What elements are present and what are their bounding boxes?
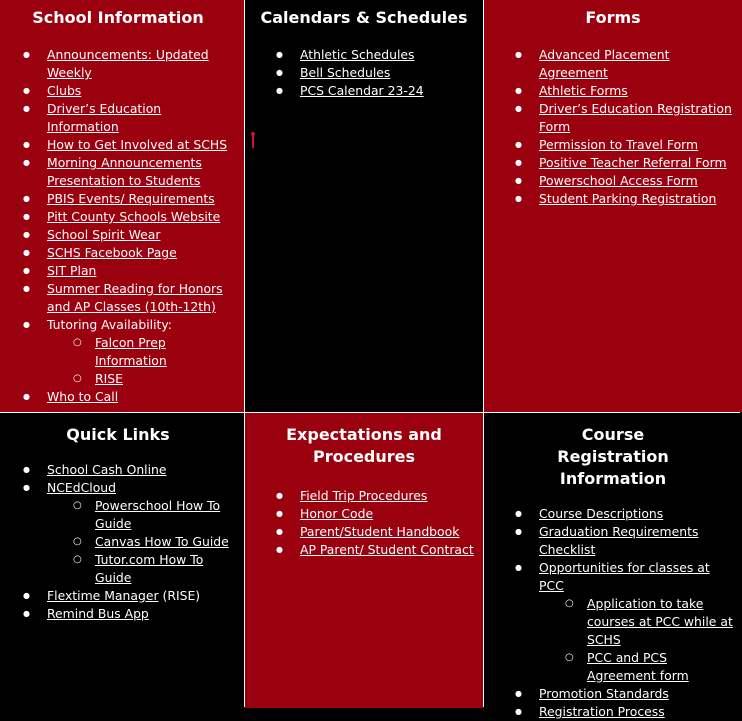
list-item[interactable] [539, 172, 734, 190]
course-registration-title: Course Registration Information [557, 425, 669, 488]
list-item[interactable] [300, 46, 475, 64]
list-item[interactable] [539, 505, 734, 523]
list-item[interactable] [47, 244, 236, 262]
list-item[interactable] [47, 82, 236, 100]
list-item[interactable] [300, 541, 475, 559]
pcc-pcs-agreement-link[interactable]: PCC and PCS Agreement form [587, 650, 689, 683]
list-item [47, 316, 236, 388]
canvas-guide-link[interactable]: Canvas How To Guide [95, 534, 229, 549]
parent-student-handbook-link[interactable]: Parent/Student Handbook [300, 524, 460, 539]
pcs-calendar-link[interactable]: PCS Calendar 23-24 [300, 83, 424, 98]
drivers-ed-info-link[interactable]: Driver’s Education Information [47, 101, 162, 134]
falcon-prep-link[interactable]: Falcon Prep Information [95, 335, 167, 368]
list-item[interactable] [539, 46, 734, 82]
school-spirit-wear-link[interactable]: School Spirit Wear [47, 227, 161, 242]
list-item[interactable] [300, 487, 475, 505]
text-cursor-marker [252, 132, 254, 148]
list-item[interactable] [539, 685, 734, 703]
list-item[interactable] [539, 559, 734, 685]
announcements-link[interactable]: Announcements: Updated Weekly [47, 47, 209, 80]
list-item[interactable] [47, 388, 236, 406]
forms-title: Forms [585, 8, 641, 27]
tutoring-sublist [47, 334, 236, 388]
list-item[interactable] [47, 262, 236, 280]
course-descriptions-link[interactable]: Course Descriptions [539, 506, 664, 521]
list-item[interactable] [539, 190, 734, 208]
quick-links-title: Quick Links [66, 425, 170, 444]
clubs-link[interactable]: Clubs [47, 83, 82, 98]
remind-bus-app-link[interactable]: Remind Bus App [47, 606, 149, 621]
school-cash-online-link[interactable]: School Cash Online [47, 462, 167, 477]
expectations-title: Expectations and Procedures [286, 425, 442, 466]
calendars-schedules-title: Calendars & Schedules [260, 8, 468, 27]
sit-plan-link[interactable]: SIT Plan [47, 263, 97, 278]
list-item[interactable] [95, 551, 236, 587]
ncedcloud-link[interactable]: NCEdCloud [47, 480, 117, 495]
flextime-manager-link[interactable]: Flextime Manager [47, 588, 159, 603]
list-item[interactable] [95, 533, 236, 551]
list-item[interactable] [47, 461, 236, 479]
list-item[interactable] [47, 154, 236, 190]
list-item[interactable] [539, 523, 734, 559]
summer-reading-link[interactable]: Summer Reading for Honors and AP Classes (10th-12th) [47, 281, 223, 314]
list-item[interactable] [300, 505, 475, 523]
athletic-schedules-link[interactable]: Athletic Schedules [300, 47, 415, 62]
list-item[interactable] [539, 703, 734, 721]
powerschool-access-link[interactable]: Powerschool Access Form [539, 173, 698, 188]
list-item[interactable] [47, 46, 236, 82]
list-item[interactable] [300, 523, 475, 541]
athletic-forms-link[interactable]: Athletic Forms [539, 83, 628, 98]
list-item[interactable] [539, 154, 734, 172]
list-item[interactable] [95, 497, 236, 533]
powerschool-guide-link[interactable]: Powerschool How To Guide [95, 498, 221, 531]
permission-to-travel-link[interactable]: Permission to Travel Form [539, 137, 699, 152]
tutoring-availability-label: Tutoring Availability: [47, 317, 172, 332]
honor-code-link[interactable]: Honor Code [300, 506, 374, 521]
list-item[interactable] [47, 208, 236, 226]
list-item[interactable] [47, 479, 236, 587]
list-item[interactable] [300, 82, 475, 100]
ap-parent-contract-link[interactable]: AP Parent/ Student Contract [300, 542, 474, 557]
list-item[interactable] [95, 370, 236, 388]
list-item[interactable] [47, 280, 236, 316]
ncedcloud-sublist [47, 497, 236, 587]
course-registration-list [484, 505, 742, 721]
list-item[interactable] [47, 605, 236, 623]
pcc-opportunities-link[interactable]: Opportunities for classes at PCC [539, 560, 710, 593]
list-item[interactable] [539, 82, 734, 100]
course-registration-panel [484, 413, 742, 719]
list-item[interactable] [47, 226, 236, 244]
registration-process-link[interactable]: Registration Process [539, 704, 665, 719]
tutor-com-guide-link[interactable]: Tutor.com How To Guide [95, 552, 204, 585]
list-item[interactable] [539, 100, 734, 136]
list-item[interactable] [47, 190, 236, 208]
morning-announcements-link[interactable]: Morning Announcements Presentation to Students [47, 155, 202, 188]
school-information-list [0, 46, 244, 406]
list-item[interactable] [47, 100, 236, 136]
school-information-panel [0, 0, 244, 412]
student-parking-link[interactable]: Student Parking Registration [539, 191, 717, 206]
bell-schedules-link[interactable]: Bell Schedules [300, 65, 391, 80]
positive-teacher-referral-link[interactable]: Positive Teacher Referral Form [539, 155, 727, 170]
list-item[interactable] [95, 334, 236, 370]
pbis-events-link[interactable]: PBIS Events/ Requirements [47, 191, 215, 206]
forms-panel [484, 0, 742, 412]
get-involved-link[interactable]: How to Get Involved at SCHS [47, 137, 228, 152]
schs-facebook-link[interactable]: SCHS Facebook Page [47, 245, 177, 260]
list-item[interactable] [539, 136, 734, 154]
pcc-application-link[interactable]: Application to take courses at PCC while at SCHS [587, 596, 733, 647]
ap-agreement-link[interactable]: Advanced Placement Agreement [539, 47, 670, 80]
calendars-schedules-panel [245, 0, 483, 412]
flextime-suffix: (RISE) [158, 588, 201, 603]
pitt-county-schools-link[interactable]: Pitt County Schools Website [47, 209, 221, 224]
promotion-standards-link[interactable]: Promotion Standards [539, 686, 669, 701]
who-to-call-link[interactable]: Who to Call [47, 389, 119, 404]
quick-links-panel [0, 413, 244, 708]
list-item[interactable] [47, 136, 236, 154]
list-item[interactable] [587, 649, 734, 685]
calendars-list [245, 46, 483, 100]
drivers-ed-registration-link[interactable]: Driver’s Education Registration Form [539, 101, 732, 134]
field-trip-procedures-link[interactable]: Field Trip Procedures [300, 488, 428, 503]
expectations-panel [245, 413, 483, 708]
forms-list [484, 46, 742, 208]
school-information-title: School Information [32, 8, 204, 27]
pcc-sublist [539, 595, 734, 685]
expectations-list [245, 487, 483, 559]
rise-link[interactable]: RISE [95, 371, 123, 386]
list-item[interactable] [587, 595, 734, 649]
list-item[interactable] [300, 64, 475, 82]
list-item[interactable] [47, 587, 236, 605]
graduation-requirements-link[interactable]: Graduation Requirements Checklist [539, 524, 699, 557]
quick-links-list [0, 461, 244, 623]
